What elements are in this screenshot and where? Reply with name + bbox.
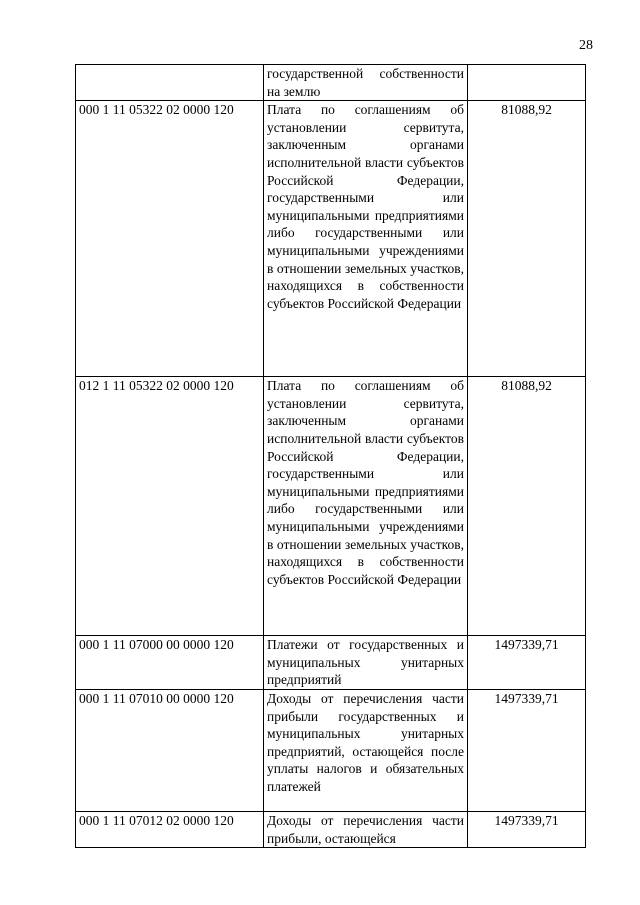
amount-cell: 81088,92 <box>468 101 586 377</box>
table-row <box>76 636 586 690</box>
budget-code-cell <box>76 65 264 101</box>
revenue-table <box>75 64 586 848</box>
page-number: 28 <box>579 38 593 53</box>
budget-code-cell: 000 1 11 07010 00 0000 120 <box>76 689 264 811</box>
budget-code-cell: 012 1 11 05322 02 0000 120 <box>76 377 264 636</box>
amount-cell: 81088,92 <box>468 377 586 636</box>
table-row <box>76 689 586 811</box>
budget-code-cell: 000 1 11 05322 02 0000 120 <box>76 101 264 377</box>
revenue-name-cell: Доходы от перечисления части прибыли, остающейся <box>264 811 468 847</box>
amount-cell <box>468 65 586 101</box>
table-row <box>76 101 586 377</box>
revenue-name-cell: Платежи от государственных и муниципальных унитарных предприятий <box>264 636 468 690</box>
budget-code-cell: 000 1 11 07012 02 0000 120 <box>76 811 264 847</box>
revenue-name-cell: Плата по соглашениям об установлении сервитута, заключенным органами исполнительной власти субъектов Российской Федерации, государственными или муниципальными предприятиями либо государственными или муниципальными учреждениями в отношении земельных участков, находящихся в собственности субъектов Российской Федерации <box>264 377 468 636</box>
revenue-name-cell: Плата по соглашениям об установлении сервитута, заключенным органами исполнительной власти субъектов Российской Федерации, государственными или муниципальными предприятиями либо государственными или муниципальными учреждениями в отношении земельных участков, находящихся в собственности субъектов Российской Федерации <box>264 101 468 377</box>
amount-cell: 1497339,71 <box>468 689 586 811</box>
budget-code-cell: 000 1 11 07000 00 0000 120 <box>76 636 264 690</box>
table-row <box>76 65 586 101</box>
table-row <box>76 377 586 636</box>
revenue-name-cell: государственной собственности на землю <box>264 65 468 101</box>
revenue-name-cell: Доходы от перечисления части прибыли государственных и муниципальных унитарных предприятий, остающейся после уплаты налогов и обязательных платежей <box>264 689 468 811</box>
amount-cell: 1497339,71 <box>468 811 586 847</box>
table-row <box>76 811 586 847</box>
amount-cell: 1497339,71 <box>468 636 586 690</box>
